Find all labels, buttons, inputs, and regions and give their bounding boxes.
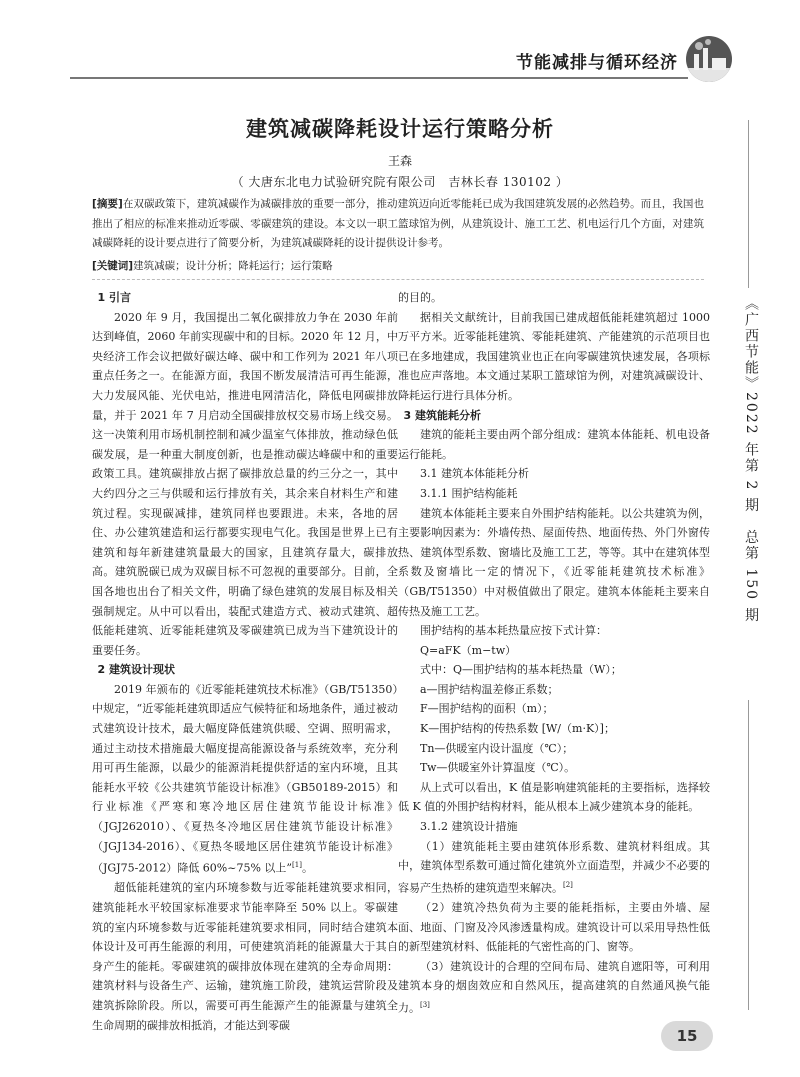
paragraph-text: （3）建筑设计的合理的空间布局、建筑自遮阳等，可利用建筑本身的烟囱效应和自然风压，提高建筑的自然通风换气能力。 <box>398 959 710 1015</box>
sidebar-rule-bottom <box>748 700 749 1010</box>
left-column <box>92 288 398 1035</box>
paragraph-continuation: 的目的。 <box>398 291 442 304</box>
abstract-label: [摘要] <box>92 198 123 210</box>
paragraph: 从上式可以看出，K 值是影响建筑能耗的主要指标，选择较低 K 值的外围护结构材料，能从根本上减少建筑本身的能耗。 <box>398 780 710 814</box>
paragraph: 建筑本体能耗主要来自外围护结构能耗。以公共建筑为例，主要影响因素为：外墙传热、屋面传热、地面传热、外门外窗传热、建筑体型系数、窗墙比及施工工艺，等等。其中在建筑体型系数及窗墙比一定的情况下，《近零能耗建筑技术标准》（GB/T51350）中对极值做出了限定。建筑本体能耗主要来自传热及施工工艺。 <box>398 506 710 618</box>
formula-legend: a—围护结构温差修正系数； <box>420 682 559 696</box>
paragraph <box>398 837 710 898</box>
factory-icon <box>686 36 732 82</box>
formula-legend: K—围护结构的传热系数 [W/（m·K）]； <box>420 722 615 736</box>
affiliation: （ 大唐东北电力试验研究院有限公司 吉林长春 130102 ） <box>231 175 569 189</box>
page-number: 15 <box>661 1021 713 1051</box>
subheading: 3.1 建筑本体能耗分析 <box>420 467 529 481</box>
section-title: 节能减排与循环经济 <box>516 53 678 73</box>
abstract-text: 在双碳政策下，建筑减碳作为减碳排放的重要一部分，推动建筑迈向近零能耗已成为我国建筑发展的必然趋势。而且，我国也推出了相应的标准来推动近零碳、零碳建筑的建设。本文以一职工篮球馆为例，从建筑设计、施工工艺、机电运行几个方面，对建筑减碳降耗的设计要点进行了简要分析，为建筑减碳降耗的设计提供设计参考。 <box>92 198 704 249</box>
formula-legend: Tw—供暖室外计算温度（℃）。 <box>420 761 576 775</box>
paragraph <box>398 957 710 1018</box>
paragraph: 据相关文献统计，目前我国已建成超低能耗建筑超过 1000 万平方米。近零能耗建筑、零能耗建筑、产能建筑的示范项目也已在多地建成，我国建筑业也正在向零碳建筑快速发展，各项标准也应声落地。本文通过某职工篮球馆为例，对建筑减碳设计、降耗运行进行具体分析。 <box>398 310 710 402</box>
citation: [3] <box>420 1001 430 1010</box>
keywords <box>92 257 704 277</box>
author: 王森 <box>387 154 412 168</box>
sidebar-rule-top <box>748 120 749 288</box>
paragraph-end: 。 <box>301 861 313 875</box>
keywords-text: 建筑减碳；设计分析；降耗运行；运行策略 <box>133 260 333 272</box>
keywords-label: [关键词] <box>92 260 134 272</box>
heading-design-status: 2 建筑设计现状 <box>97 663 175 677</box>
subheading: 3.1.2 建筑设计措施 <box>420 820 518 834</box>
paragraph: 建筑的能耗主要由两个部分组成：建筑本体能耗、机电设备运行能耗。 <box>398 428 710 461</box>
paragraph-text: （1）建筑能耗主要由建筑体形系数、建筑材料组成。其中，建筑体型系数可通过简化建筑外立面造型，并减少不必要的容易产生热桥的建筑造型来解决。 <box>398 839 710 895</box>
citation: [1] <box>292 861 302 870</box>
paragraph: 围护结构的基本耗热量应按下式计算： <box>420 624 607 638</box>
paragraph <box>92 680 398 879</box>
paragraph-text: 2019 年颁布的《近零能耗建筑技术标准》（GB/T51350）中规定，“近零能耗建筑即适应气候特征和场地条件，通过被动式建筑设计技术，最大幅度降低建筑供暖、空调、照明需求，通过主动技术措施最大幅度提高能源设备与系统效率，充分利用可再生能源，以最少的能源消耗提供舒适的室内环境，且其能耗水平较《公共建筑节能设计标准》（GB50189-2015）和行业标准《严寒和寒冷地区居住建筑节能设计标准》（JGJ262010）、《夏热冬冷地区居住建筑节能设计标准》（JGJ134-2016）、《夏热冬暖地区居住建筑节能设计标准》（JGJ75-2012）降低 60%~75% 以上” <box>92 682 398 875</box>
paragraph: 超低能耗建筑的室内环境参数与近零能耗建筑要求相同，建筑能耗水平较国家标准要求节能率降至 50% 以上。零碳建筑的室内环境参数与近零能耗建筑要求相同，同时结合建筑本体设计及可再生能源的利用，可使建筑消耗的能源量大于其自身产生的能耗。零碳建筑的碳排放体现在建筑的全寿命周期：建筑材料与设备生产、运输，建筑施工阶段，建筑运营阶段及建筑拆除阶段。所以，需要可再生能源产生的能源量与建筑全生命周期的碳排放相抵消，才能达到零碳 <box>92 881 398 1032</box>
formula-legend: 式中：Q—围护结构的基本耗热量（W）； <box>420 663 622 677</box>
subheading: 3.1.1 围护结构能耗 <box>420 486 518 500</box>
paragraph: 2020 年 9 月，我国提出二氧化碳排放力争在 2030 年前达到峰值，2060 年前实现碳中和的目标。2020 年 12 月，中央经济工作会议把做好碳达峰、碳中和工作列为 2021 年八项重点任务之一。在能源方面，我国不断发展清洁可再生能源，大力发展风能、光伏电站，推进电网清洁化，降低电网碳排放量，并于 2021 年 7 月启动全国碳排放权交易市场上线交易。这一决策利用市场机制控制和减少温室气体排放，推动绿色低碳发展，是一种重大制度创新，也是推动碳达峰碳中和的重要政策工具。建筑碳排放占据了碳排放总量的约三分之一，其中大约四分之三与供暖和运行排放有关，其余来自材料生产和建筑过程。实现碳减排，建筑同样也要跟进。未来，各地的居住、办公建筑建造和运行都要实现电气化。我国是世界上已有建筑和每年新建建筑量最大的国家，且建筑存量大，碳排放高。建筑脱碳已成为双碳目标不可忽视的重要部分。目前，全国各地也出台了相关文件，明确了绿色建筑的发展目标及相关强制规定。从中可以看出，装配式建造方式、被动式建筑、超低能耗建筑、近零能耗建筑及零碳建筑已成为当下建筑设计的重要任务。 <box>92 310 398 657</box>
formula: Q=aFK（m−tw） <box>420 643 517 657</box>
header-rule <box>70 77 688 79</box>
article-title: 建筑减碳降耗设计运行策略分析 <box>246 117 554 141</box>
journal-sidebar: 《广西节能》2022 年第 2 期 总第 150 期 <box>743 296 759 624</box>
heading-intro: 1 引言 <box>97 291 131 304</box>
right-column <box>398 288 710 1018</box>
abstract-divider <box>92 279 704 280</box>
citation: [2] <box>563 880 573 889</box>
paragraph: （2）建筑冷热负荷为主要的能耗指标，主要由外墙、屋面、地面、门窗及冷风渗透量构成。建筑设计可以采用导热性低的新型建筑材料、低能耗的气密性高的门、窗等。 <box>398 901 710 954</box>
abstract <box>92 195 704 254</box>
formula-legend: Tn—供暖室内设计温度（℃）； <box>420 741 574 755</box>
heading-energy-analysis: 3 建筑能耗分析 <box>403 408 481 422</box>
formula-legend: F—围护结构的面积（m）； <box>420 702 554 716</box>
